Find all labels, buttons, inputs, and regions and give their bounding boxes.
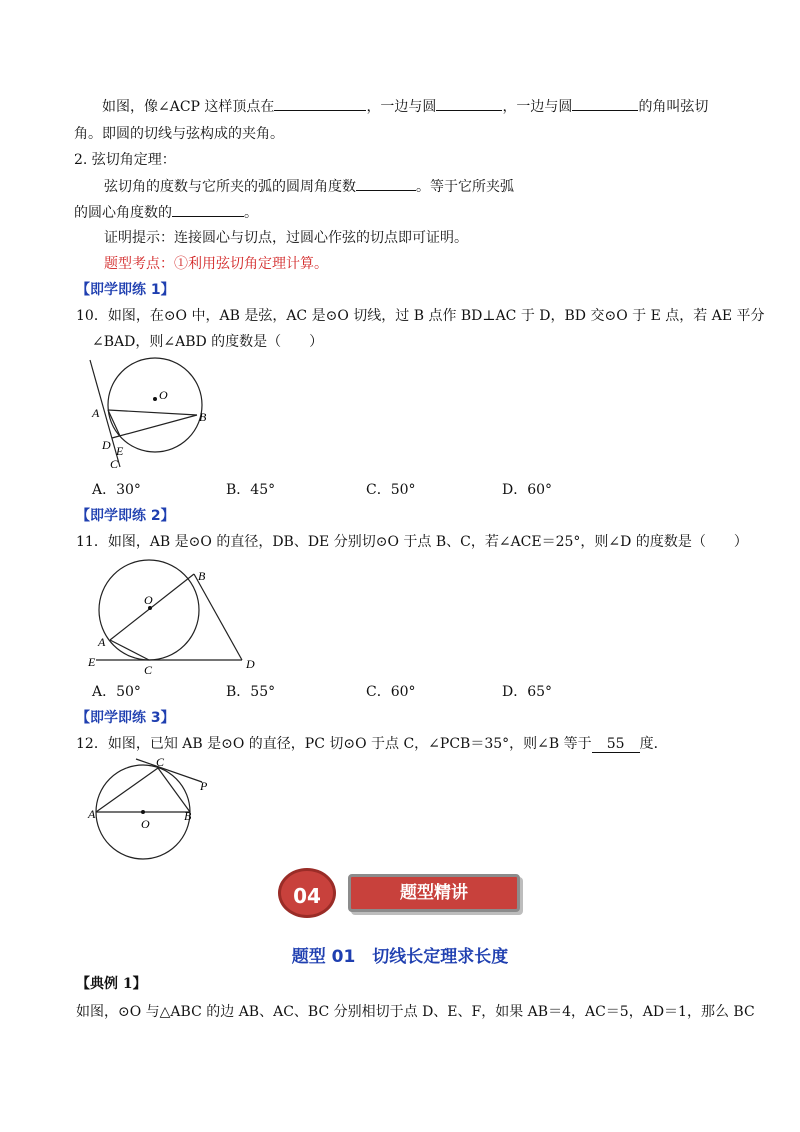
question-10-line-2: ∠BAD，则∠ABD 的度数是（ ） <box>92 334 324 350</box>
option-b[interactable]: B．55° <box>226 684 276 700</box>
intro-line-1: 如图，像∠ACP 这样顶点在 ，一边与圆 ，一边与圆 的角叫弦切 <box>102 96 708 117</box>
example-tag: 【典例 1】 <box>76 976 147 992</box>
banner-number: 04 <box>278 868 336 918</box>
label-O: O <box>144 593 153 607</box>
practice-tag: 【即学即练 3】 <box>76 710 175 726</box>
label-C: C <box>144 663 153 677</box>
option-a[interactable]: A．50° <box>92 684 141 700</box>
option-b[interactable]: B．45° <box>226 482 276 498</box>
fill-blank <box>172 202 244 217</box>
banner-label: 题型精讲 <box>348 874 520 912</box>
question-12-line-1: 12．如图，已知 AB 是⊙O 的直径，PC 切⊙O 于点 C，∠PCB＝35°，则∠B 等于 55 度． <box>76 736 668 752</box>
theorem-line-2: 的圆心角度数的 。 <box>74 202 258 223</box>
fill-blank <box>572 96 638 111</box>
label-O: O <box>141 817 150 831</box>
label-E: E <box>88 655 96 669</box>
option-a[interactable]: A．30° <box>92 482 141 498</box>
example-1-line-1: 如图，⊙O 与△ABC 的边 AB、AC、BC 分别相切于点 D、E、F，如果 AB＝4，AC＝5，AD＝1，那么 BC <box>76 1004 755 1020</box>
option-c[interactable]: C．60° <box>366 684 416 700</box>
answer-blank: 55 <box>592 736 640 753</box>
label-E: E <box>116 444 124 458</box>
label-O: O <box>159 388 168 402</box>
label-A: A <box>92 406 100 420</box>
exam-focus: 题型考点：①利用弦切角定理计算。 <box>104 256 328 272</box>
label-D: D <box>246 657 255 671</box>
label-B: B <box>199 410 207 424</box>
question-11-figure <box>82 558 272 678</box>
practice-tag: 【即学即练 2】 <box>76 508 175 524</box>
option-d[interactable]: D．65° <box>502 684 553 700</box>
theorem-heading: 2. 弦切角定理： <box>74 152 176 168</box>
intro-line-2: 角。即圆的切线与弦构成的夹角。 <box>74 126 284 142</box>
label-B: B <box>184 809 192 823</box>
fill-blank <box>436 96 502 111</box>
question-11-line-1: 11．如图，AB 是⊙O 的直径，DB、DE 分别切⊙O 于点 B、C，若∠ACE＝25°，则∠D 的度数是（ ） <box>76 534 748 550</box>
label-A: A <box>98 635 106 649</box>
practice-tag: 【即学即练 1】 <box>76 282 175 298</box>
section-banner <box>278 862 528 922</box>
question-10-line-1: 10．如图，在⊙O 中，AB 是弦，AC 是⊙O 切线，过 B 点作 BD⊥AC 于 D，BD 交⊙O 于 E 点，若 AE 平分 <box>76 308 765 324</box>
theorem-line-1: 弦切角的度数与它所夹的弧的圆周角度数 。等于它所夹弧 <box>104 176 514 197</box>
label-C: C <box>110 457 119 471</box>
section-title: 题型 01 切线长定理求长度 <box>291 947 509 967</box>
proof-hint: 证明提示：连接圆心与切点，过圆心作弦的切点即可证明。 <box>104 230 468 246</box>
question-12-figure <box>86 756 216 860</box>
label-B: B <box>198 569 206 583</box>
label-D: D <box>102 438 111 452</box>
label-C: C <box>156 756 165 769</box>
label-P: P <box>200 779 208 793</box>
fill-blank <box>274 96 366 111</box>
fill-blank <box>356 176 416 191</box>
option-c[interactable]: C．50° <box>366 482 416 498</box>
question-10-figure <box>80 355 220 475</box>
option-d[interactable]: D．60° <box>502 482 553 498</box>
label-A: A <box>88 807 96 821</box>
